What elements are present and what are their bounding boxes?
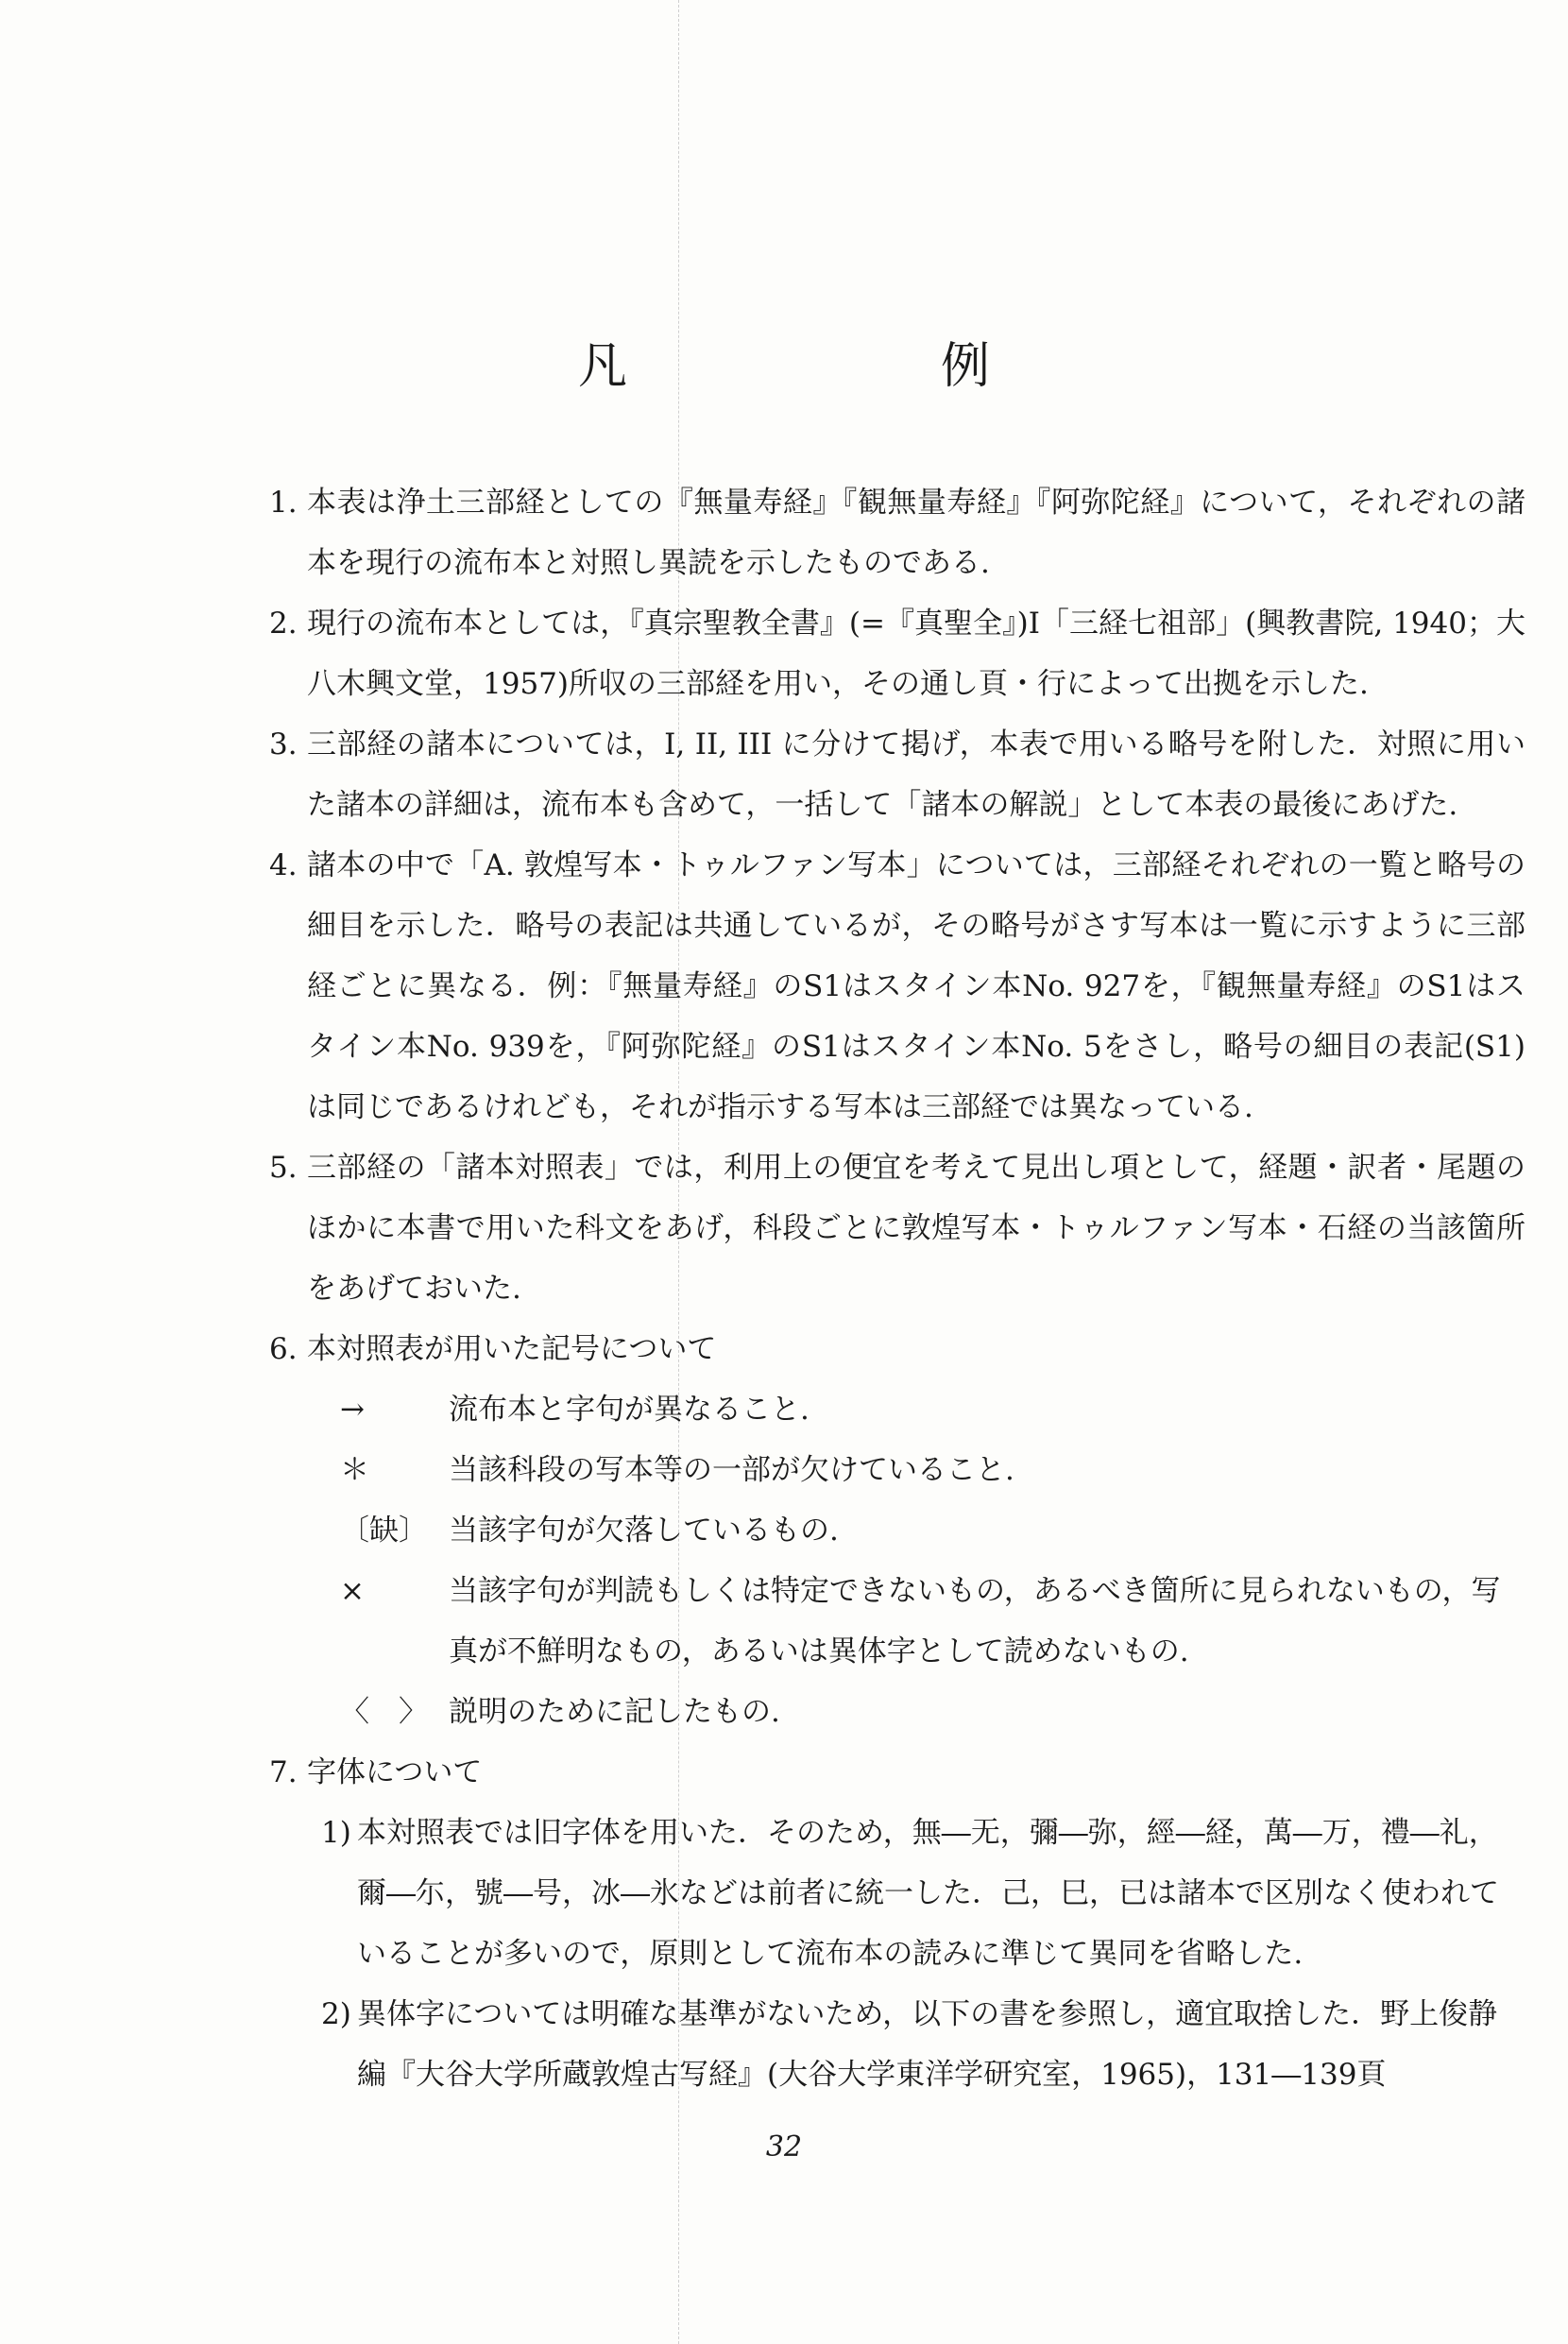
symbol-description: 当該字句が欠落しているもの. [449,1514,839,1548]
sub-note-item [321,1803,1525,1984]
sub-note-list [321,1803,1525,2105]
page-number: 32 [765,2130,803,2164]
notes-content [269,472,1525,2105]
symbol-description: 当該科段の写本等の一部が欠けていること. [449,1453,1014,1487]
symbol-mark: → [340,1393,365,1427]
sub-note-text: 本対照表では旧字体を用いた．そのため，無―无，彌―弥，經―経，萬―万，禮―礼，爾―尓，號―号，冰―氷などは前者に統一した．己，巳，已は諸本で区別なく使われていることが多いので，原則として流布本の読みに準じて異同を省略した. [357,1816,1499,1971]
note-text: 三部経の「諸本対照表」では，利用上の便宜を考えて見出し項として，経題・訳者・尾題のほかに本書で用いた科文をあげ，科段ごとに敦煌写本・トゥルファン写本・石経の当該箇所をあげておいた. [307,1151,1525,1306]
note-number: 5. [269,1151,298,1185]
note-number: 6. [269,1332,298,1366]
note-text: 本対照表が用いた記号について [307,1332,717,1366]
symbol-mark: ＊ [340,1453,369,1487]
note-number: 3. [269,727,298,761]
symbol-row [340,1561,1525,1682]
sub-note-number: 2) [321,1997,351,2031]
symbol-description: 流布本と字句が異なること. [449,1393,810,1427]
note-item-7 [269,1742,1525,1803]
note-text: 三部経の諸本については，I, II, III に分けて掲げ，本表で用いる略号を附した．対照に用いた諸本の詳細は，流布本も含めて，一括して「諸本の解説」として本表の最後にあげた. [307,727,1525,822]
note-number: 2. [269,607,298,641]
note-text: 現行の流布本としては，『真宗聖教全書』(=『真聖全』)Ⅰ「三経七祖部」(興教書院, 1940；大八木興文堂，1957)所収の三部経を用い，その通し頁・行によって出拠を示した. [307,607,1525,701]
sub-note-text: 異体字については明確な基準がないため，以下の書を参照し，適宜取捨した．野上俊静編『大谷大学所蔵敦煌古写経』(大谷大学東洋学研究室，1965)，131―139頁 [357,1997,1498,2092]
note-text: 諸本の中で「A. 敦煌写本・トゥルファン写本」については，三部経それぞれの一覧と略号の細目を示した．略号の表記は共通しているが，その略号がさす写本は一覧に示すように三部経ごとに異なる．例：『無量寿経』のS1はスタイン本No. 927を，『観無量寿経』のS1はスタイン本No. 939を，『阿弥陀経』のS1はスタイン本No. 5をさし，略号の細目の表記(S1)は同じであるけれども，それが指示する写本は三部経では異なっている. [307,848,1525,1124]
note-number: 1. [269,486,298,520]
sub-note-number: 1) [321,1816,351,1850]
note-item-5 [269,1138,1525,1319]
symbol-mark: 〈 〉 [340,1695,428,1729]
symbol-row [340,1682,1525,1742]
sub-note-item [321,1984,1525,2105]
note-number: 4. [269,848,298,882]
note-item-6 [269,1319,1525,1379]
symbol-mark: × [340,1574,365,1608]
symbol-description: 説明のために記したもの. [449,1695,780,1729]
note-text: 字体について [307,1755,483,1789]
note-item-3 [269,714,1525,835]
symbol-list [340,1379,1525,1742]
symbol-row [340,1440,1525,1500]
note-item-4 [269,835,1525,1138]
note-text: 本表は浄土三部経としての『無量寿経』『観無量寿経』『阿弥陀経』について，それぞれの諸本を現行の流布本と対照し異読を示したものである. [307,486,1525,580]
symbol-row [340,1379,1525,1440]
note-number: 7. [269,1755,298,1789]
note-item-2 [269,593,1525,714]
page-title: 凡 例 [577,338,1122,395]
note-item-1 [269,472,1525,593]
symbol-description: 当該字句が判読もしくは特定できないもの，あるべき箇所に見られないもの，写真が不鮮明なもの，あるいは異体字として読めないもの. [449,1574,1501,1668]
symbol-mark: 〔缺〕 [340,1514,428,1548]
symbol-row [340,1500,1525,1561]
